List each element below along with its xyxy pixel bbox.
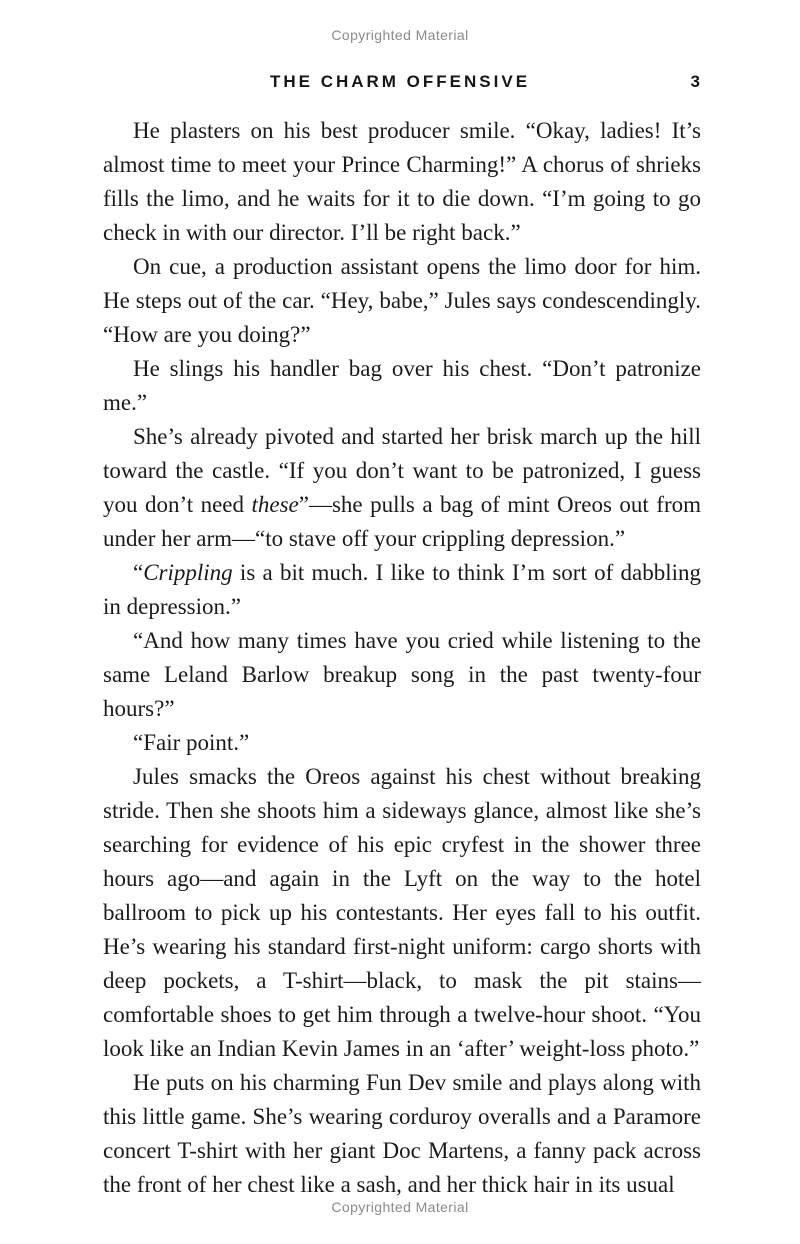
paragraph: He plasters on his best producer smile. “Okay, ladies! It’s almost time to meet your Prince Charming!” A chorus of shrieks fills the limo, and he waits for it to die down. “I’m going to go check in with our director. I’ll be right back.” — [103, 118, 701, 245]
paragraph: She’s already pivoted and started her brisk march up the hill toward the castle. “If you don’t want to be patronized, I guess you don’t need these”—she pulls a bag of mint Oreos out from under her arm—“to stave off your crippling depression.” — [103, 424, 701, 551]
copyright-notice-bottom: Copyrighted Material — [331, 1199, 469, 1215]
running-header-title: THE CHARM OFFENSIVE — [269, 72, 531, 91]
copyright-notice-top: Copyrighted Material — [331, 27, 469, 43]
paragraph: He slings his handler bag over his chest. “Don’t patronize me.” — [103, 356, 701, 415]
paragraph: On cue, a production assistant opens the limo door for him. He steps out of the car. “Hey, babe,” Jules says condescendingly. “How are you doing?” — [103, 254, 701, 347]
page-number: 3 — [690, 72, 700, 91]
paragraph: “And how many times have you cried while listening to the same Leland Barlow breakup song in the past twenty-four hours?” — [103, 628, 701, 721]
paragraph: “Fair point.” — [133, 730, 250, 755]
paragraph: “Crippling is a bit much. I like to think I’m sort of dabbling in depression.” — [103, 560, 701, 619]
body-text — [103, 114, 701, 1202]
paragraph: He puts on his charming Fun Dev smile and plays along with this little game. She’s wearing corduroy overalls and a Paramore concert T-shirt with her giant Doc Martens, a fanny pack across the front of her chest like a sash, and her thick hair in its usual — [103, 1070, 701, 1197]
paragraph: Jules smacks the Oreos against his chest without breaking stride. Then she shoots him a sideways glance, almost like she’s searching for evidence of his epic cryfest in the shower three hours ago—and again in the Lyft on the way to the hotel ballroom to pick up his contestants. Her eyes fall to his outfit. He’s wearing his standard first-night uniform: cargo shorts with deep pockets, a T-shirt—black, to mask the pit stains—comfortable shoes to get him through a twelve-hour shoot. “You look like an Indian Kevin James in an ‘after’ weight-loss photo.” — [103, 764, 701, 1061]
